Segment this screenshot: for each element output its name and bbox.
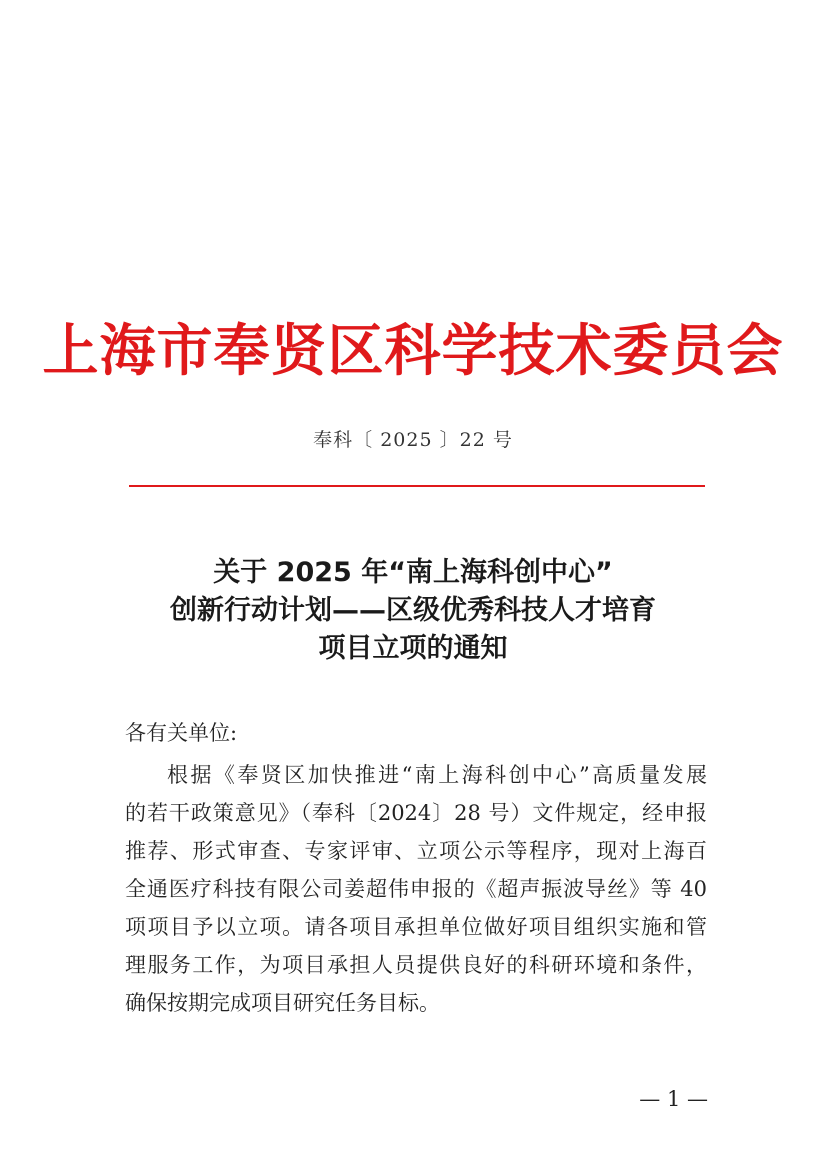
body-line-6: 理服务工作，为项目承担人员提供良好的科研环境和条件，	[125, 953, 707, 977]
red-separator-line	[129, 485, 705, 487]
document-number: 奉科〔 2025 〕22 号	[313, 429, 513, 451]
salutation: 各有关单位:	[125, 721, 238, 745]
body-line-3: 推荐、形式审查、专家评审、立项公示等程序，现对上海百	[125, 839, 707, 863]
body-line-5: 项项目予以立项。请各项目承担单位做好项目组织实施和管	[125, 915, 707, 939]
page-number: — 1 —	[639, 1087, 708, 1111]
title-line-2: 创新行动计划——区级优秀科技人才培育	[170, 595, 656, 626]
body-line-4: 全通医疗科技有限公司姜超伟申报的《超声振波导丝》等 40	[125, 877, 707, 901]
body-line-1: 根据《奉贤区加快推进“南上海科创中心”高质量发展	[167, 763, 707, 787]
issuing-organization-header: 上海市奉贤区科学技术委员会	[42, 318, 784, 384]
document-title	[0, 554, 826, 668]
body-line-2: 的若干政策意见》（奉科〔2024〕28 号）文件规定，经申报	[125, 801, 707, 825]
body-paragraph	[125, 756, 707, 1022]
title-line-1: 关于 2025 年“南上海科创中心”	[213, 557, 613, 588]
title-line-3: 项目立项的通知	[318, 633, 508, 664]
body-line-7: 确保按期完成项目研究任务目标。	[125, 991, 440, 1015]
